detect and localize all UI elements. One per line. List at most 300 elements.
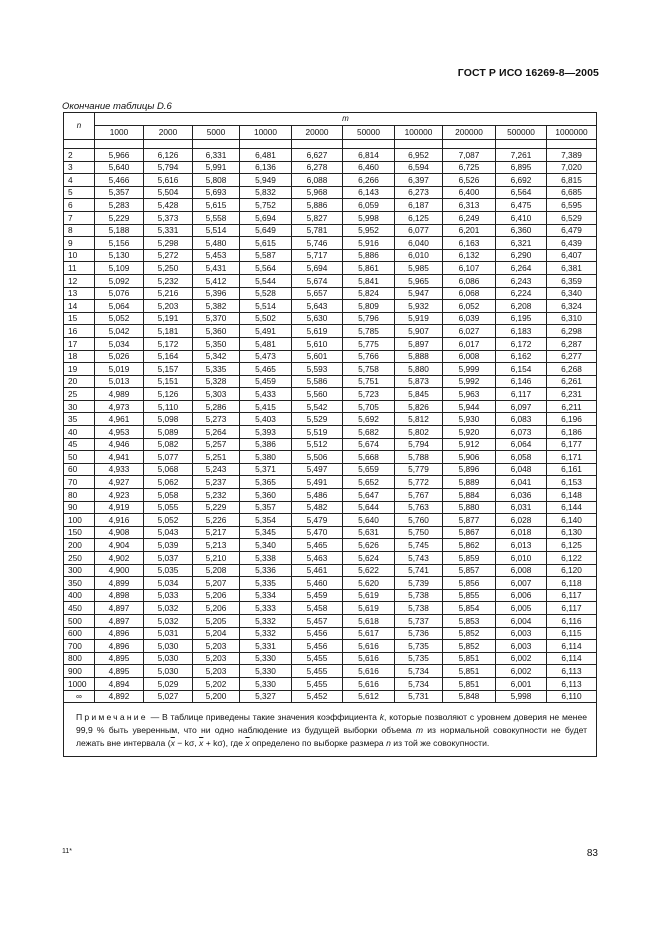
value-cell: 5,042	[95, 325, 144, 338]
n-cell: 3	[64, 161, 95, 174]
value-cell: 5,514	[240, 300, 292, 313]
value-cell: 5,027	[144, 690, 193, 703]
value-cell: 5,456	[292, 640, 343, 653]
value-cell: 4,941	[95, 451, 144, 464]
table-row	[64, 564, 597, 577]
value-cell: 6,163	[443, 237, 496, 250]
table-row	[64, 552, 597, 565]
value-cell: 4,953	[95, 426, 144, 439]
table-row	[64, 438, 597, 451]
value-cell: 5,345	[240, 526, 292, 539]
value-cell: 6,310	[547, 312, 597, 325]
value-cell: 5,034	[144, 577, 193, 590]
value-cell: 5,371	[240, 463, 292, 476]
value-cell: 5,644	[343, 501, 395, 514]
value-cell: 5,519	[292, 426, 343, 439]
value-cell: 5,338	[240, 552, 292, 565]
value-cell: 5,482	[292, 501, 343, 514]
value-cell: 5,851	[443, 677, 496, 690]
value-cell: 5,204	[193, 627, 240, 640]
value-cell: 5,767	[395, 489, 443, 502]
n-cell: 100	[64, 514, 95, 527]
value-cell: 5,463	[292, 552, 343, 565]
value-cell: 6,039	[443, 312, 496, 325]
table-row	[64, 539, 597, 552]
value-cell: 6,113	[547, 665, 597, 678]
value-cell: 5,932	[395, 300, 443, 313]
value-cell: 5,030	[144, 652, 193, 665]
value-cell: 5,897	[395, 337, 443, 350]
value-cell: 5,766	[343, 350, 395, 363]
value-cell: 5,751	[343, 375, 395, 388]
value-cell: 5,373	[144, 211, 193, 224]
value-cell: 5,357	[240, 501, 292, 514]
value-cell: 5,861	[343, 262, 395, 275]
n-cell: 500	[64, 614, 95, 627]
value-cell: 5,619	[343, 602, 395, 615]
value-cell: 5,039	[144, 539, 193, 552]
value-cell: 5,497	[292, 463, 343, 476]
table-row	[64, 476, 597, 489]
value-cell: 5,466	[95, 174, 144, 187]
value-cell: 5,203	[144, 300, 193, 313]
value-cell: 5,181	[144, 325, 193, 338]
value-cell: 5,529	[292, 413, 343, 426]
table-row	[64, 665, 597, 678]
table-row	[64, 325, 597, 338]
value-cell: 5,272	[144, 249, 193, 262]
value-cell: 5,098	[144, 413, 193, 426]
value-cell: 5,332	[240, 614, 292, 627]
value-cell: 6,324	[547, 300, 597, 313]
value-cell: 5,985	[395, 262, 443, 275]
value-cell: 6,068	[443, 287, 496, 300]
value-cell: 6,224	[496, 287, 547, 300]
value-cell: 6,140	[547, 514, 597, 527]
value-cell: 7,087	[443, 149, 496, 162]
value-cell: 6,313	[443, 199, 496, 212]
value-cell: 5,880	[395, 363, 443, 376]
value-cell: 6,277	[547, 350, 597, 363]
value-cell: 5,734	[395, 665, 443, 678]
value-cell: 5,034	[95, 337, 144, 350]
value-cell: 5,856	[443, 577, 496, 590]
value-cell: 5,631	[343, 526, 395, 539]
value-cell: 6,475	[496, 199, 547, 212]
m-value-header: 5000	[193, 126, 240, 140]
value-cell: 5,486	[292, 489, 343, 502]
value-cell: 6,113	[547, 677, 597, 690]
n-cell: 80	[64, 489, 95, 502]
n-cell: 60	[64, 463, 95, 476]
value-cell: 6,027	[443, 325, 496, 338]
value-cell: 5,191	[144, 312, 193, 325]
value-cell: 6,010	[395, 249, 443, 262]
value-cell: 5,031	[144, 627, 193, 640]
m-value-header: 1000	[95, 126, 144, 140]
value-cell: 5,907	[395, 325, 443, 338]
value-cell: 6,003	[496, 640, 547, 653]
value-cell: 4,894	[95, 677, 144, 690]
value-cell: 5,412	[193, 274, 240, 287]
n-cell: 12	[64, 274, 95, 287]
value-cell: 4,933	[95, 463, 144, 476]
table-row	[64, 312, 597, 325]
value-cell: 6,028	[496, 514, 547, 527]
value-cell: 5,852	[443, 627, 496, 640]
value-cell: 6,077	[395, 224, 443, 237]
value-cell: 5,213	[193, 539, 240, 552]
value-cell: 5,640	[343, 514, 395, 527]
value-cell: 6,148	[547, 489, 597, 502]
n-cell: 50	[64, 451, 95, 464]
value-cell: 5,333	[240, 602, 292, 615]
value-cell: 4,896	[95, 627, 144, 640]
value-cell: 5,431	[193, 262, 240, 275]
n-cell: 300	[64, 564, 95, 577]
table-row	[64, 602, 597, 615]
value-cell: 4,892	[95, 690, 144, 703]
value-cell: 5,657	[292, 287, 343, 300]
m-value-header: 500000	[496, 126, 547, 140]
value-cell: 6,117	[547, 602, 597, 615]
value-cell: 5,251	[193, 451, 240, 464]
value-cell: 5,848	[443, 690, 496, 703]
n-cell: 700	[64, 640, 95, 653]
value-cell: 5,912	[443, 438, 496, 451]
n-cell: 250	[64, 552, 95, 565]
n-cell: 90	[64, 501, 95, 514]
value-cell: 6,595	[547, 199, 597, 212]
value-cell: 6,116	[547, 614, 597, 627]
value-cell: 6,107	[443, 262, 496, 275]
value-cell: 5,076	[95, 287, 144, 300]
value-cell: 6,153	[547, 476, 597, 489]
value-cell: 6,122	[547, 552, 597, 565]
value-cell: 5,030	[144, 640, 193, 653]
value-cell: 5,062	[144, 476, 193, 489]
value-cell: 5,172	[144, 337, 193, 350]
n-cell: 800	[64, 652, 95, 665]
value-cell: 5,026	[95, 350, 144, 363]
value-cell: 5,052	[95, 312, 144, 325]
value-cell: 5,226	[193, 514, 240, 527]
value-cell: 6,685	[547, 186, 597, 199]
value-cell: 5,453	[193, 249, 240, 262]
value-cell: 6,321	[496, 237, 547, 250]
n-cell: 1000	[64, 677, 95, 690]
value-cell: 5,542	[292, 400, 343, 413]
value-cell: 5,216	[144, 287, 193, 300]
value-cell: 5,640	[95, 161, 144, 174]
value-cell: 5,788	[395, 451, 443, 464]
value-cell: 6,110	[547, 690, 597, 703]
value-cell: 5,930	[443, 413, 496, 426]
n-cell: 40	[64, 426, 95, 439]
value-cell: 5,694	[240, 211, 292, 224]
note-text-5: + kσ), где	[203, 737, 246, 748]
value-cell: 5,616	[343, 665, 395, 678]
value-cell: 5,647	[343, 489, 395, 502]
value-cell: 5,457	[292, 614, 343, 627]
value-cell: 5,760	[395, 514, 443, 527]
value-cell: 5,019	[95, 363, 144, 376]
value-cell: 5,461	[292, 564, 343, 577]
value-cell: 5,617	[343, 627, 395, 640]
table-row	[64, 262, 597, 275]
value-cell: 5,808	[193, 174, 240, 187]
value-cell: 5,032	[144, 602, 193, 615]
value-cell: 5,824	[343, 287, 395, 300]
n-cell: 350	[64, 577, 95, 590]
table-row	[64, 388, 597, 401]
value-cell: 5,068	[144, 463, 193, 476]
value-cell: 5,968	[292, 186, 343, 199]
table-row	[64, 526, 597, 539]
value-cell: 5,827	[292, 211, 343, 224]
value-cell: 5,966	[95, 149, 144, 162]
value-cell: 5,126	[144, 388, 193, 401]
value-cell: 5,396	[193, 287, 240, 300]
value-cell: 5,739	[395, 577, 443, 590]
value-cell: 5,622	[343, 564, 395, 577]
value-cell: 6,266	[343, 174, 395, 187]
value-cell: 5,264	[193, 426, 240, 439]
value-cell: 5,779	[395, 463, 443, 476]
value-cell: 6,013	[496, 539, 547, 552]
value-cell: 6,381	[547, 262, 597, 275]
value-cell: 5,479	[292, 514, 343, 527]
value-cell: 6,186	[547, 426, 597, 439]
value-cell: 6,594	[395, 161, 443, 174]
value-cell: 4,904	[95, 539, 144, 552]
value-cell: 5,738	[395, 602, 443, 615]
value-cell: 5,452	[292, 690, 343, 703]
note-text-1: — В таблице приведены такие значения коэффициента	[147, 712, 380, 723]
n-cell: 14	[64, 300, 95, 313]
table-row	[64, 451, 597, 464]
document-standard-header: ГОСТ Р ИСО 16269-8—2005	[457, 67, 599, 79]
value-cell: 6,036	[496, 489, 547, 502]
value-cell: 6,211	[547, 400, 597, 413]
value-cell: 6,359	[547, 274, 597, 287]
value-cell: 5,992	[443, 375, 496, 388]
value-cell: 5,460	[292, 577, 343, 590]
n-cell: 17	[64, 337, 95, 350]
value-cell: 5,491	[292, 476, 343, 489]
value-cell: 6,059	[343, 199, 395, 212]
value-cell: 4,902	[95, 552, 144, 565]
value-cell: 6,117	[496, 388, 547, 401]
value-cell: 5,360	[240, 489, 292, 502]
value-cell: 5,851	[443, 652, 496, 665]
value-cell: 7,389	[547, 149, 597, 162]
value-cell: 6,132	[443, 249, 496, 262]
value-cell: 5,203	[193, 652, 240, 665]
value-cell: 4,919	[95, 501, 144, 514]
value-cell: 6,187	[395, 199, 443, 212]
value-cell: 5,560	[292, 388, 343, 401]
n-cell: 16	[64, 325, 95, 338]
table-row	[64, 186, 597, 199]
n-cell: 450	[64, 602, 95, 615]
value-cell: 5,327	[240, 690, 292, 703]
value-cell: 5,873	[395, 375, 443, 388]
value-cell: 5,110	[144, 400, 193, 413]
value-cell: 6,083	[496, 413, 547, 426]
value-cell: 7,261	[496, 149, 547, 162]
value-cell: 5,506	[292, 451, 343, 464]
value-cell: 5,851	[443, 665, 496, 678]
note-n: n	[386, 737, 391, 748]
value-cell: 6,564	[496, 186, 547, 199]
n-cell: 600	[64, 627, 95, 640]
value-cell: 5,386	[240, 438, 292, 451]
value-cell: 5,157	[144, 363, 193, 376]
table-row	[64, 161, 597, 174]
table-row	[64, 514, 597, 527]
n-cell: ∞	[64, 690, 95, 703]
value-cell: 6,114	[547, 652, 597, 665]
value-cell: 5,052	[144, 514, 193, 527]
value-cell: 5,512	[292, 438, 343, 451]
value-cell: 5,743	[395, 552, 443, 565]
value-cell: 5,674	[343, 438, 395, 451]
value-cell: 6,264	[496, 262, 547, 275]
value-cell: 5,643	[292, 300, 343, 313]
table-row	[64, 690, 597, 703]
value-cell: 4,961	[95, 413, 144, 426]
value-cell: 5,758	[343, 363, 395, 376]
value-cell: 6,006	[496, 589, 547, 602]
m-value-header: 10000	[240, 126, 292, 140]
value-cell: 6,114	[547, 640, 597, 653]
m-values-row	[64, 126, 597, 140]
value-cell: 5,033	[144, 589, 193, 602]
value-cell: 5,514	[193, 224, 240, 237]
value-cell: 5,458	[292, 602, 343, 615]
value-cell: 5,668	[343, 451, 395, 464]
value-cell: 6,692	[496, 174, 547, 187]
note-label: Примечание	[76, 712, 148, 723]
value-cell: 5,188	[95, 224, 144, 237]
value-cell: 5,812	[395, 413, 443, 426]
value-cell: 6,058	[496, 451, 547, 464]
value-cell: 6,298	[547, 325, 597, 338]
value-cell: 6,481	[240, 149, 292, 162]
value-cell: 6,052	[443, 300, 496, 313]
table-row	[64, 589, 597, 602]
value-cell: 5,382	[193, 300, 240, 313]
value-cell: 6,261	[547, 375, 597, 388]
value-cell: 5,717	[292, 249, 343, 262]
table-row	[64, 287, 597, 300]
value-cell: 5,916	[343, 237, 395, 250]
value-cell: 5,232	[144, 274, 193, 287]
value-cell: 5,735	[395, 652, 443, 665]
value-cell: 6,360	[496, 224, 547, 237]
value-cell: 5,030	[144, 665, 193, 678]
value-cell: 5,723	[343, 388, 395, 401]
table-row	[64, 627, 597, 640]
value-cell: 5,612	[343, 690, 395, 703]
value-cell: 6,161	[547, 463, 597, 476]
value-cell: 5,130	[95, 249, 144, 262]
value-cell: 5,480	[193, 237, 240, 250]
value-cell: 6,273	[395, 186, 443, 199]
value-cell: 5,229	[193, 501, 240, 514]
value-cell: 6,172	[496, 337, 547, 350]
value-cell: 5,772	[395, 476, 443, 489]
value-cell: 5,947	[395, 287, 443, 300]
table-note	[64, 703, 597, 757]
value-cell: 5,735	[395, 640, 443, 653]
value-cell: 5,058	[144, 489, 193, 502]
value-cell: 5,750	[395, 526, 443, 539]
value-cell: 5,331	[240, 640, 292, 653]
value-cell: 6,143	[343, 186, 395, 199]
value-cell: 5,626	[343, 539, 395, 552]
value-cell: 6,815	[547, 174, 597, 187]
value-cell: 5,867	[443, 526, 496, 539]
value-cell: 6,008	[443, 350, 496, 363]
value-cell: 5,620	[343, 577, 395, 590]
value-cell: 6,086	[443, 274, 496, 287]
value-cell: 5,796	[343, 312, 395, 325]
value-cell: 5,745	[395, 539, 443, 552]
value-cell: 6,073	[496, 426, 547, 439]
value-cell: 5,257	[193, 438, 240, 451]
value-cell: 6,130	[547, 526, 597, 539]
table-row	[64, 426, 597, 439]
m-group-header: m	[95, 113, 597, 126]
value-cell: 5,481	[240, 337, 292, 350]
value-cell: 5,963	[443, 388, 496, 401]
value-cell: 5,886	[292, 199, 343, 212]
value-cell: 5,354	[240, 514, 292, 527]
value-cell: 6,001	[496, 677, 547, 690]
value-cell: 4,908	[95, 526, 144, 539]
value-cell: 5,809	[343, 300, 395, 313]
value-cell: 5,502	[240, 312, 292, 325]
note-xbar-2: $\overline{x}$	[199, 737, 204, 748]
note-m: m	[415, 725, 424, 736]
n-cell: 2	[64, 149, 95, 162]
value-cell: 6,196	[547, 413, 597, 426]
m-value-header: 20000	[292, 126, 343, 140]
value-cell: 5,156	[95, 237, 144, 250]
value-cell: 5,043	[144, 526, 193, 539]
value-cell: 5,473	[240, 350, 292, 363]
value-cell: 5,920	[443, 426, 496, 439]
n-cell: 6	[64, 199, 95, 212]
value-cell: 5,332	[240, 627, 292, 640]
value-cell: 5,832	[240, 186, 292, 199]
value-cell: 6,627	[292, 149, 343, 162]
value-cell: 5,752	[240, 199, 292, 212]
value-cell: 5,802	[395, 426, 443, 439]
value-cell: 6,201	[443, 224, 496, 237]
value-cell: 5,705	[343, 400, 395, 413]
value-cell: 6,002	[496, 652, 547, 665]
table-row	[64, 211, 597, 224]
value-cell: 5,880	[443, 501, 496, 514]
footer-mark: 11*	[62, 848, 72, 855]
table-row	[64, 501, 597, 514]
value-cell: 5,734	[395, 677, 443, 690]
value-cell: 5,203	[193, 665, 240, 678]
m-value-header: 2000	[144, 126, 193, 140]
